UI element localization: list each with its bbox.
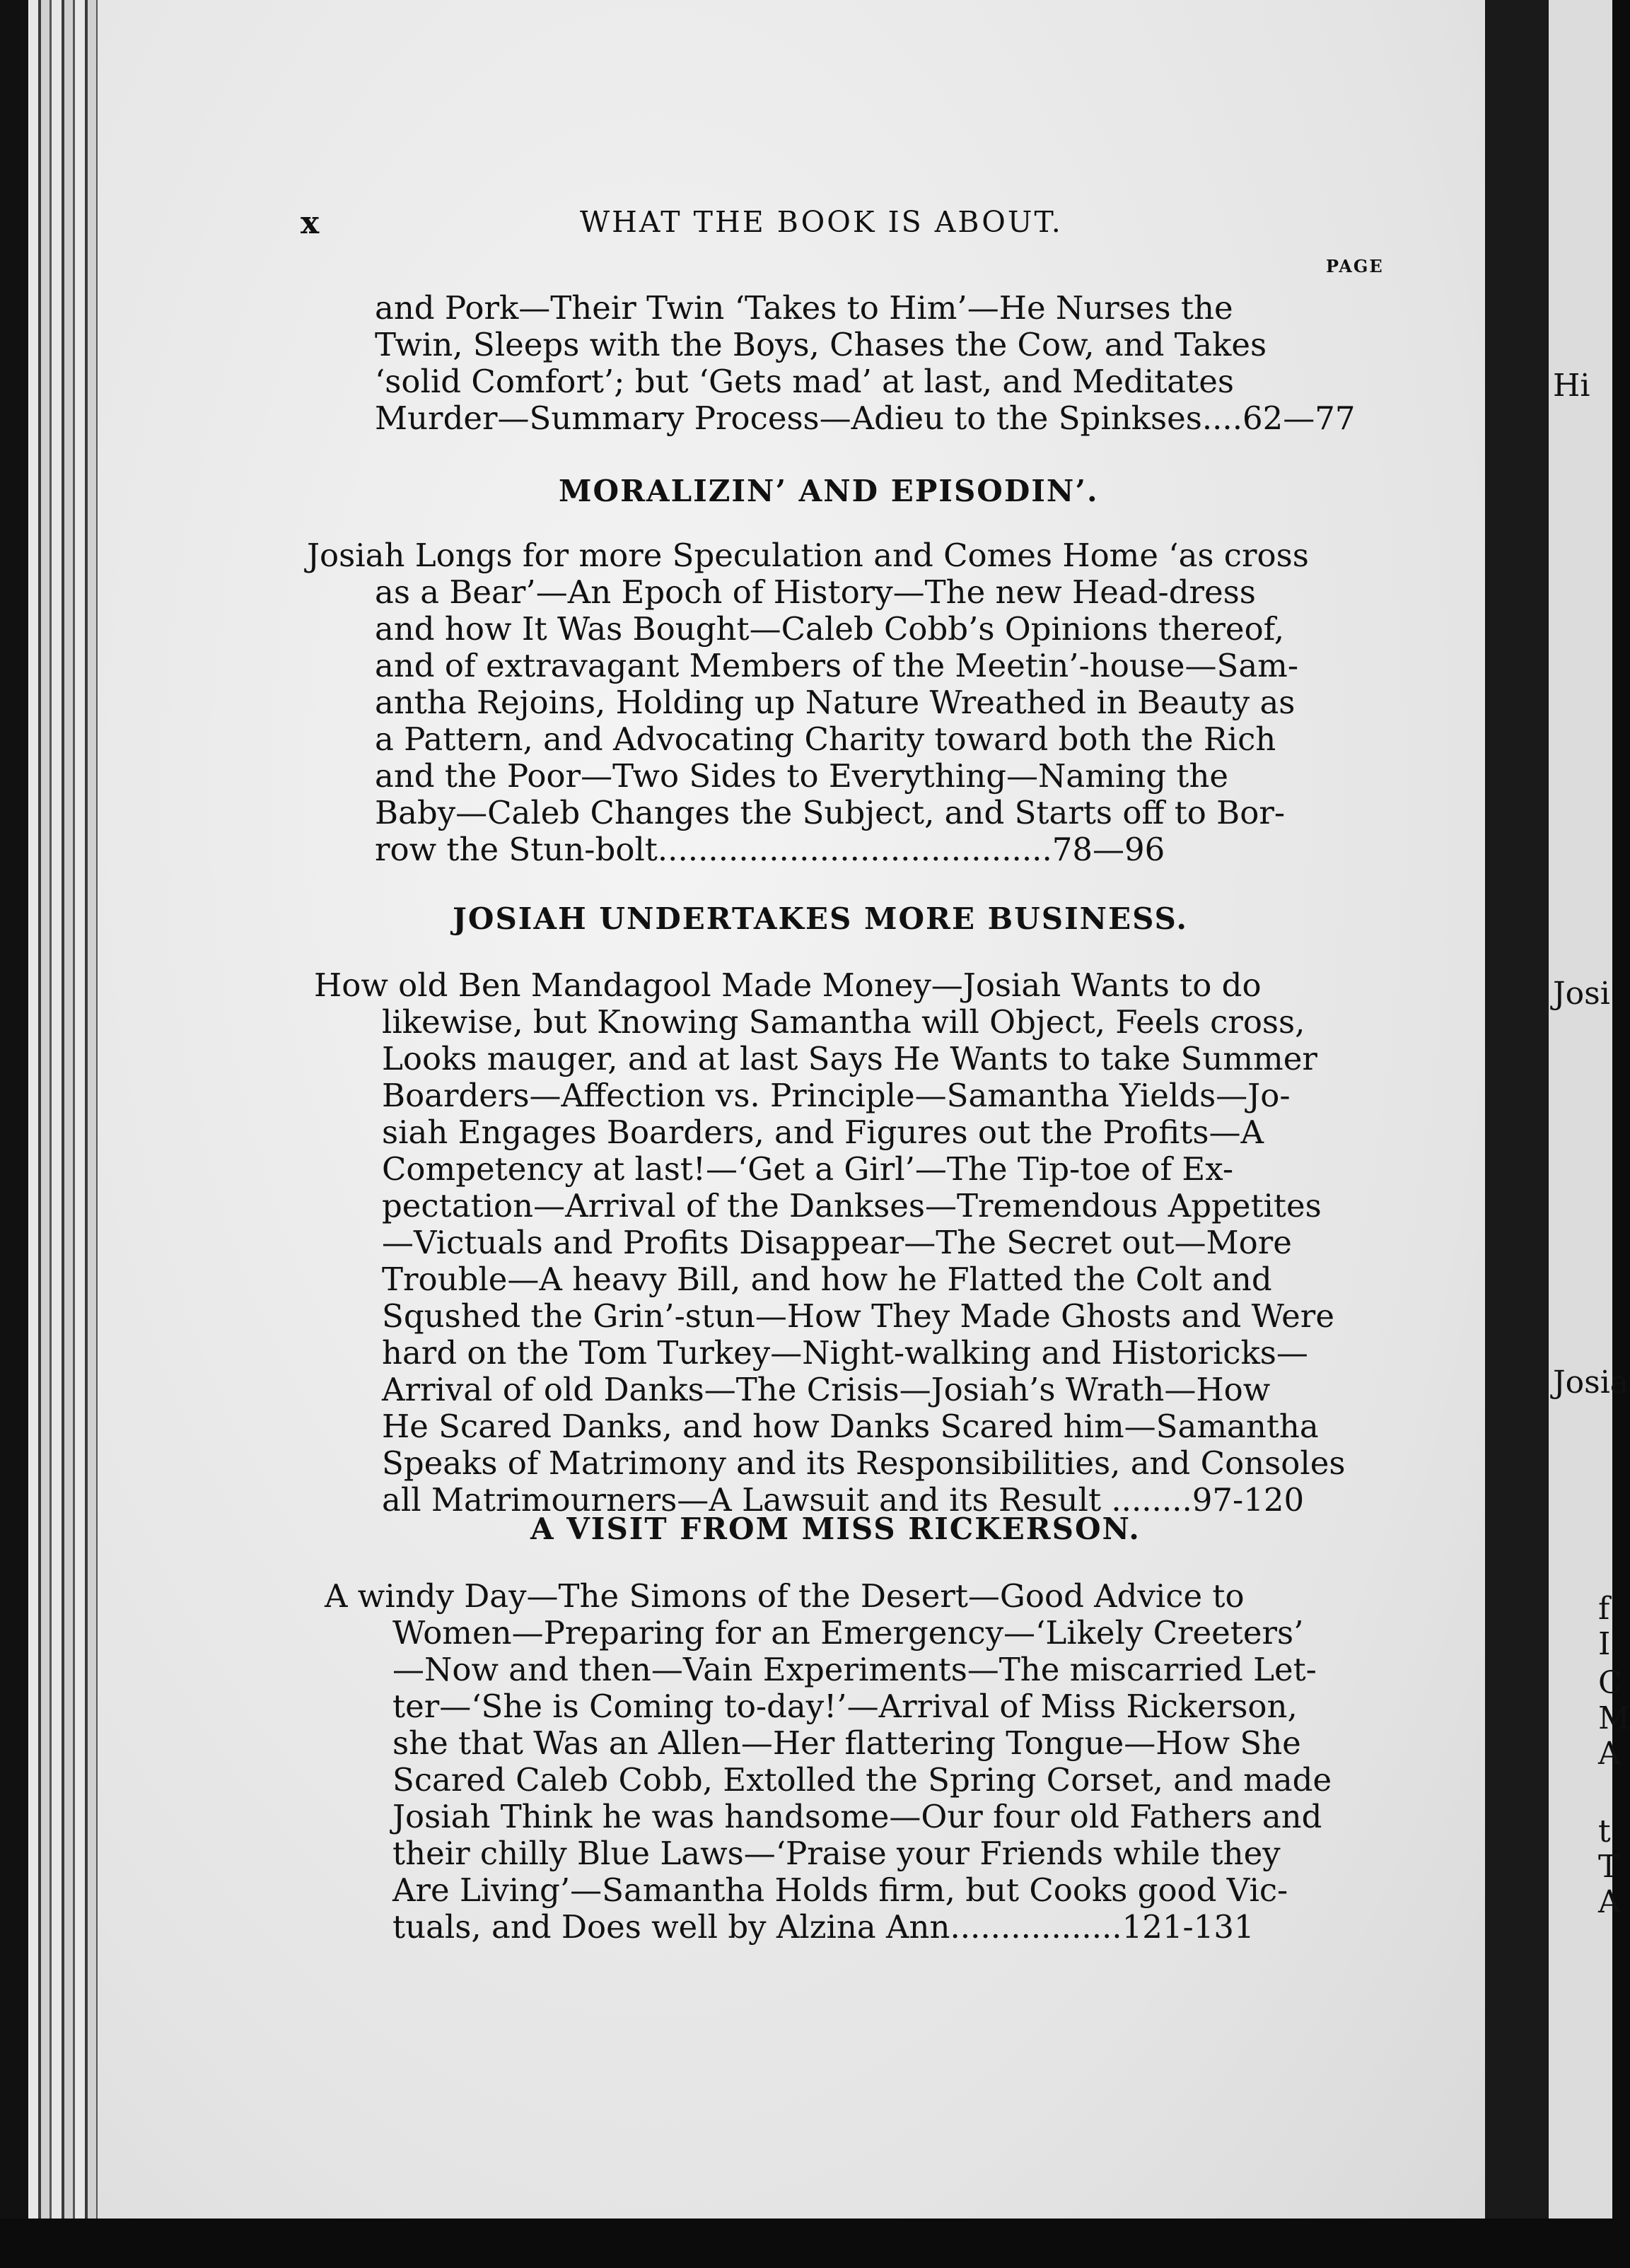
toc-line: pectation—Arrival of the Dankses—Tremendous Appetites (382, 1187, 1322, 1224)
toc-line: and how It Was Bought—Caleb Cobb’s Opinions thereof, (375, 610, 1285, 648)
toc-line: hard on the Tom Turkey—Night-walking and Historicks— (382, 1334, 1308, 1372)
toc-line: Josiah Think he was handsome—Our four old Fathers and (392, 1798, 1322, 1835)
toc-line: —Victuals and Profits Disappear—The Secret out—More (382, 1224, 1292, 1261)
toc-entry (307, 537, 1393, 868)
toc-line: —Now and then—Vain Experiments—The miscarried Let- (392, 1651, 1317, 1688)
toc-line: a Pattern, and Advocating Charity toward both the Rich (375, 720, 1276, 758)
toc-line: she that Was an Allen—Her flattering Tongue—How She (392, 1724, 1301, 1762)
page-left-edge (0, 0, 28, 2268)
section-heading: JOSIAH UNDERTAKES MORE BUSINESS. (453, 901, 1188, 936)
folio-number: x (301, 205, 320, 241)
toc-line: and Pork—Their Twin ‘Takes to Him’—He Nurses the (375, 289, 1233, 327)
toc-entry-continuation (375, 290, 1393, 437)
facing-fragment: Hi (1553, 368, 1590, 404)
toc-line: He Scared Danks, and how Danks Scared him—Samantha (382, 1408, 1319, 1445)
page-stack-edges (28, 0, 99, 2268)
toc-line: Boarders—Affection vs. Principle—Samantha Yields—Jo- (382, 1077, 1291, 1114)
toc-line: siah Engages Boarders, and Figures out the Profits—A (382, 1113, 1264, 1151)
facing-fragment: C (1598, 1665, 1622, 1701)
toc-line: Baby—Caleb Changes the Subject, and Starts off to Bor- (375, 794, 1286, 831)
section-heading: A VISIT FROM MISS RICKERSON. (530, 1512, 1141, 1546)
toc-line: and of extravagant Members of the Meetin’-house—Sam- (375, 647, 1299, 684)
toc-line: Arrival of old Danks—The Crisis—Josiah’s Wrath—How (382, 1371, 1271, 1408)
facing-fragment: I (1598, 1626, 1611, 1662)
toc-line: their chilly Blue Laws—‘Praise your Friends while they (392, 1835, 1281, 1872)
toc-line: Squshed the Grin’-stun—How They Made Ghosts and Were (382, 1297, 1334, 1335)
toc-entry (314, 966, 1400, 1519)
toc-line: Looks mauger, and at last Says He Wants to take Summer (382, 1040, 1317, 1077)
running-head: WHAT THE BOOK IS ABOUT. (580, 205, 1063, 239)
facing-fragment: t (1598, 1813, 1611, 1849)
facing-fragment: A (1598, 1884, 1621, 1920)
toc-line: A windy Day—The Simons of the Desert—Good Advice to (325, 1577, 1245, 1615)
bottom-shadow (0, 2219, 1612, 2268)
toc-entry (325, 1577, 1411, 1946)
book-gutter (1485, 0, 1549, 2268)
toc-line: likewise, but Knowing Samantha will Object, Feels cross, (382, 1003, 1305, 1041)
toc-line: all Matrimourners—A Lawsuit and its Result ........97-120 (382, 1481, 1305, 1519)
page-column-label: PAGE (1326, 256, 1384, 276)
toc-line: ‘solid Comfort’; but ‘Gets mad’ at last, and Meditates (375, 363, 1234, 400)
toc-line: Competency at last!—‘Get a Girl’—The Tip-toe of Ex- (382, 1150, 1234, 1188)
facing-fragment: Josi (1553, 976, 1610, 1012)
facing-fragment: Josia (1553, 1364, 1629, 1401)
section-heading: MORALIZIN’ AND EPISODIN’. (559, 474, 1099, 508)
facing-fragment: f (1598, 1591, 1610, 1627)
toc-line: How old Ben Mandagool Made Money—Josiah Wants to do (314, 966, 1262, 1004)
facing-fragment: T (1598, 1849, 1619, 1885)
toc-line: row the Stun-bolt.......................................78—96 (375, 831, 1165, 868)
toc-line: Trouble—A heavy Bill, and how he Flatted the Colt and (382, 1261, 1272, 1298)
toc-line: Scared Caleb Cobb, Extolled the Spring Corset, and made (392, 1761, 1332, 1799)
toc-line: as a Bear’—An Epoch of History—The new Head-dress (375, 573, 1256, 611)
facing-page (1549, 0, 1630, 2268)
facing-fragment: M (1598, 1700, 1630, 1736)
toc-line: Women—Preparing for an Emergency—‘Likely Creeters’ (392, 1614, 1304, 1652)
toc-line: tuals, and Does well by Alzina Ann.................121-131 (392, 1908, 1254, 1946)
facing-fragment: A (1598, 1736, 1621, 1772)
toc-line: antha Rejoins, Holding up Nature Wreathed in Beauty as (375, 684, 1296, 721)
toc-line: Josiah Longs for more Speculation and Comes Home ‘as cross (307, 537, 1309, 574)
toc-line: Murder—Summary Process—Adieu to the Spinkses....62—77 (375, 399, 1356, 437)
toc-line: Are Living’—Samantha Holds firm, but Cooks good Vic- (392, 1871, 1288, 1909)
toc-line: ter—‘She is Coming to-day!’—Arrival of Miss Rickerson, (392, 1688, 1298, 1725)
toc-line: and the Poor—Two Sides to Everything—Naming the (375, 757, 1229, 795)
toc-line: Speaks of Matrimony and its Responsibilities, and Consoles (382, 1444, 1346, 1482)
toc-line: Twin, Sleeps with the Boys, Chases the Cow, and Takes (375, 326, 1267, 363)
